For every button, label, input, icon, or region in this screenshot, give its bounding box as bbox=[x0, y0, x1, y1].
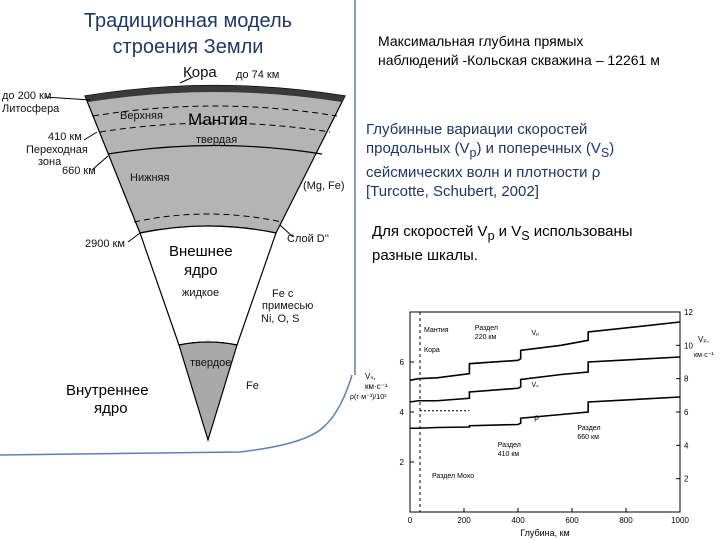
title-line-1: Традиционная модель bbox=[83, 10, 293, 32]
kola-line-1: Максимальная глубина прямых bbox=[378, 33, 584, 49]
y-right-label-2: км·с⁻¹ bbox=[694, 352, 714, 359]
inner-core-fe-label: Fe bbox=[246, 380, 259, 392]
depth-2900-label: 2900 км bbox=[85, 238, 125, 250]
citation: [Turcotte, Schubert, 2002] bbox=[366, 183, 539, 200]
mantle-wedge bbox=[85, 86, 345, 234]
scales-line-2: разные шкалы. bbox=[372, 247, 478, 264]
annotation-rho: ρ bbox=[534, 413, 539, 422]
title-line-2: строения Земли bbox=[112, 36, 264, 58]
y-left-label-1: Vₛ, bbox=[365, 372, 376, 381]
transition-zone-label-2: зона bbox=[38, 156, 62, 168]
d2900-pointer bbox=[128, 233, 140, 242]
lower-mantle-label: Нижняя bbox=[130, 172, 170, 184]
variations-line-1: Глубинные вариации скоростей bbox=[366, 121, 588, 138]
series-line-3 bbox=[410, 397, 680, 428]
mantle-solid-label: твердая bbox=[196, 134, 238, 146]
variations-text bbox=[366, 120, 614, 201]
depth-660-label: 660 км bbox=[62, 165, 96, 177]
y-right-tick-label: 12 bbox=[684, 308, 693, 317]
y-right-tick-label: 4 bbox=[684, 441, 689, 451]
annotation-410-1: Раздел bbox=[497, 442, 521, 449]
x-tick-label: 0 bbox=[407, 516, 413, 525]
mantle-label: Мантия bbox=[188, 110, 248, 129]
outer-core-label-1: Внешнее bbox=[169, 243, 233, 260]
annotation-220-2: 220 км bbox=[474, 334, 497, 341]
y-right-tick-label: 6 bbox=[684, 408, 689, 417]
annotation-crust: Кора bbox=[424, 347, 440, 354]
y-left-label-3: ρ(г·м⁻³)/10³ bbox=[350, 394, 387, 401]
annotation-vp: Vₚ bbox=[531, 330, 540, 337]
inner-core-label-1: Внутреннее bbox=[66, 382, 149, 399]
annotation-660-1: Раздел bbox=[577, 425, 601, 432]
annotation-vs: Vₛ bbox=[531, 382, 539, 389]
annotation-mantle: Мантия bbox=[424, 327, 449, 334]
x-axis-label: Глубина, км bbox=[520, 528, 570, 538]
y-left-label-2: км·с⁻¹ bbox=[365, 382, 388, 391]
y-right-tick-label: 10 bbox=[684, 341, 693, 351]
x-tick-label: 200 bbox=[457, 516, 471, 525]
annotation-410-2: 410 км bbox=[497, 451, 520, 458]
variations-line-2: продольных $(V_p)$ и поперечных $(V_S)$ bbox=[366, 140, 615, 160]
transition-zone-label-1: Переходная bbox=[26, 144, 88, 156]
velocity-density-chart bbox=[345, 300, 720, 540]
litho-pointer bbox=[45, 97, 90, 100]
x-tick-label: 600 bbox=[565, 516, 579, 525]
fe-mix-label-2: примесью bbox=[262, 300, 314, 312]
lithosphere-depth-label: до 200 км bbox=[2, 90, 52, 102]
x-tick-label: 800 bbox=[619, 516, 633, 525]
y-right-tick-label: 8 bbox=[684, 374, 689, 384]
mgfe-label: (Mg, Fe) bbox=[303, 180, 345, 192]
inner-core-solid-label: твердое bbox=[190, 357, 232, 369]
y-right-label-1: Vₚ, bbox=[698, 335, 709, 344]
kola-line-2: наблюдений -Кольская скважина – 12261 м bbox=[378, 52, 660, 68]
y-right-tick-label: 2 bbox=[684, 474, 689, 484]
fe-mix-label-3: Ni, O, S bbox=[261, 313, 300, 325]
outer-core-liquid-label: жидкое bbox=[182, 287, 220, 299]
series-line-2 bbox=[410, 357, 680, 402]
inner-core-label-2: ядро bbox=[94, 400, 128, 417]
kola-text bbox=[378, 32, 660, 70]
plot-frame bbox=[410, 312, 680, 512]
d-layer-label: Слой D'' bbox=[287, 233, 329, 245]
depth-410-label: 410 км bbox=[48, 131, 82, 143]
panel-border-curve bbox=[0, 375, 352, 455]
x-tick-label: 400 bbox=[511, 516, 525, 525]
variations-line-3: сейсмических волн и плотности ρ bbox=[366, 164, 601, 181]
upper-mantle-label: Верхняя bbox=[120, 110, 163, 122]
crust-depth-label: до 74 км bbox=[236, 69, 280, 81]
scales-line-1: Для скоростей $V_p$ и $V_S$ использованы bbox=[372, 223, 633, 243]
fe-mix-label-1: Fe с bbox=[272, 288, 294, 300]
scales-text bbox=[372, 222, 633, 265]
series-line-1 bbox=[410, 322, 680, 380]
outer-core-label-2: ядро bbox=[184, 262, 218, 279]
crust-label: Кора bbox=[183, 64, 217, 81]
lithosphere-label: Литосфера bbox=[2, 103, 60, 115]
y-left-tick-label: 6 bbox=[399, 358, 404, 367]
annotation-moho: Раздел Мохо bbox=[432, 473, 475, 480]
y-left-tick-label: 2 bbox=[399, 458, 404, 467]
annotation-220-1: Раздел bbox=[474, 325, 498, 332]
d410-pointer bbox=[84, 132, 97, 140]
y-left-tick-label: 4 bbox=[399, 408, 404, 417]
x-tick-label: 1000 bbox=[671, 516, 689, 525]
annotation-660-2: 660 км bbox=[577, 434, 599, 441]
